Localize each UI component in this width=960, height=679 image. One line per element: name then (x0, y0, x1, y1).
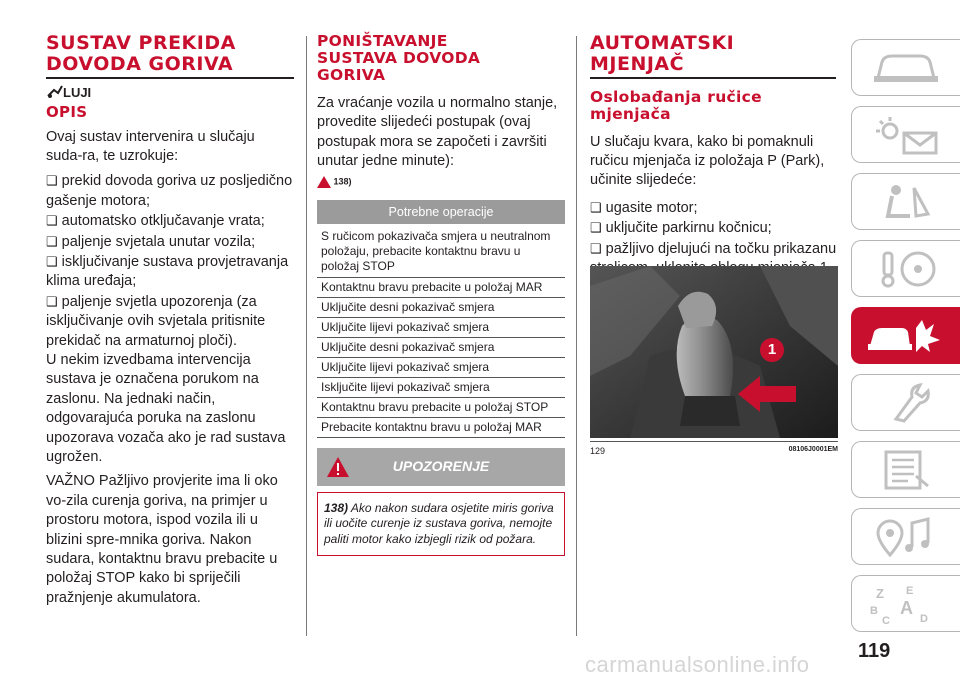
tab-warning-lights[interactable] (851, 106, 960, 163)
column-divider (576, 36, 577, 636)
list-item: ❑ pažljivo djelujući na točku prikazanu (590, 239, 838, 298)
list-item: ❑ automatsko otključavanje vrata; (46, 211, 294, 231)
warning-light-icon (866, 115, 946, 155)
figure-gear-lever (590, 266, 838, 438)
table-row: Uključite desni pokazivač smjera (317, 297, 565, 317)
figure-caption (590, 441, 838, 456)
list-item: ❑ uključite parkirnu kočnicu; (590, 218, 838, 238)
tab-emergency[interactable] (851, 307, 960, 364)
tab-safety[interactable] (851, 173, 960, 230)
table-row: Kontaktnu bravu prebacite u položaj MAR (317, 277, 565, 297)
paragraph-important: VAŽNO Pažljivo provjerite ima li oko vo-zila curenja goriva, na primjer u prostoru motora, ispod vozila ili u blizini spre-mnika goriva. Nakon sudara, kontaktnu bravu prebacite u položaj STOP kako bi spriječili pražnjenje akumulatora. (46, 473, 278, 606)
table-header: Potrebne operacije (317, 200, 565, 224)
index-letters-icon (866, 584, 946, 624)
svg-text:A: A (900, 598, 913, 618)
svg-text:B: B (870, 605, 878, 617)
svg-text:C: C (882, 615, 890, 624)
table-row: Kontaktnu bravu prebacite u položaj STOP (317, 397, 565, 417)
section-title-reset: PONIŠTAVANJE SUSTAVA DOVODA GORIVA (317, 32, 481, 84)
section-title-fuel-cutoff: SUSTAV PREKIDA DOVODA GORIVA (46, 32, 236, 75)
list-item: ❑ ugasite motor; (590, 198, 838, 218)
tab-maintenance[interactable] (851, 374, 960, 431)
tab-technical-data[interactable] (851, 441, 960, 498)
key-steering-icon (866, 249, 946, 289)
version-icon (46, 82, 294, 102)
wrench-icon (866, 383, 946, 423)
subsection-gear-release: Oslobađanja ručice mjenjača (590, 87, 762, 123)
list-item: ❑ paljenje svjetala unutar vozila; (46, 232, 294, 252)
warning-box (317, 448, 565, 486)
arrow-icon (738, 374, 798, 414)
operations-table (317, 200, 565, 438)
airbag-seat-icon (866, 182, 946, 222)
warning-reference: 138) (317, 176, 565, 196)
table-row: Uključite lijevi pokazivač smjera (317, 317, 565, 337)
title-underline (590, 77, 836, 79)
subsection-opis: OPIS (46, 102, 88, 121)
tab-index[interactable] (851, 575, 960, 632)
reset-intro: Za vraćanje vozila u normalno stanje, provedite slijedeći postupak (ovaj postupak mora se započeti i završiti unutar jedne minute): (317, 95, 558, 170)
page-number: 119 (858, 640, 891, 662)
tab-car[interactable] (851, 39, 960, 96)
intro-text: Ovaj sustav intervenira u slučaju suda-ra, te uzrokuje: (46, 128, 255, 164)
table-row: Isključite lijevi pokazivač smjera (317, 377, 565, 397)
svg-text:Z: Z (876, 586, 884, 601)
list-item: ❑ isključivanje sustava provjetravanja klima uređaja; (46, 252, 294, 292)
watermark: carmanualsonline.info (585, 652, 810, 677)
figure-code: 08106J0001EM (788, 446, 838, 453)
table-row: Prebacite kontaktnu bravu u položaj MAR (317, 417, 565, 437)
gearbox-intro: U slučaju kvara, kako bi pomaknuli ručicu mjenjača iz položaja P (Park), učinite slijedeće: (590, 133, 825, 189)
crash-icon (866, 316, 946, 356)
paragraph-display: U nekim izvedbama intervencija sustava je označena porukom na zaslonu. Na jednaki način, odgovarajuća poruka na zaslonu upozorava vozača ako je rad sustava ugrožen. (46, 351, 286, 465)
column-divider (306, 36, 307, 636)
warning-number: 138) (324, 500, 349, 515)
figure-number: 129 (590, 446, 606, 456)
navigation-music-icon (866, 517, 946, 557)
list-item: ❑ paljenje svjetla upozorenja (za isključivanje ovih svjetala pritisnite prekidač na armaturnoj ploči). (46, 292, 294, 351)
svg-text:LUJI: LUJI (63, 84, 92, 100)
tab-multimedia[interactable] (851, 508, 960, 565)
svg-text:D: D (920, 613, 928, 624)
warning-triangle-icon (317, 176, 331, 188)
list-item: ❑ prekid dovoda goriva uz posljedično gašenje motora; (46, 171, 294, 211)
table-row: S ručicom pokazivača smjera u neutralnom položaju, prebacite kontaktnu bravu u položaj STOP (317, 224, 565, 278)
table-row: Uključite desni pokazivač smjera (317, 337, 565, 357)
warning-title: UPOZORENJE (392, 457, 490, 474)
title-underline (46, 77, 294, 79)
section-title-gearbox: AUTOMATSKI MJENJAČ (590, 32, 735, 75)
list-icon (866, 450, 946, 490)
table-row: Uključite lijevi pokazivač smjera (317, 357, 565, 377)
svg-text:E: E (906, 585, 914, 597)
warning-content (317, 492, 565, 557)
tab-driving[interactable] (851, 240, 960, 297)
warning-text: Ako nakon sudara osjetite miris goriva ili uočite curenje iz sustava goriva, nemojte paliti motor kako izbjegli rizik od požara. (324, 500, 554, 546)
callout-marker: 1 (760, 338, 784, 362)
car-icon (866, 48, 946, 88)
